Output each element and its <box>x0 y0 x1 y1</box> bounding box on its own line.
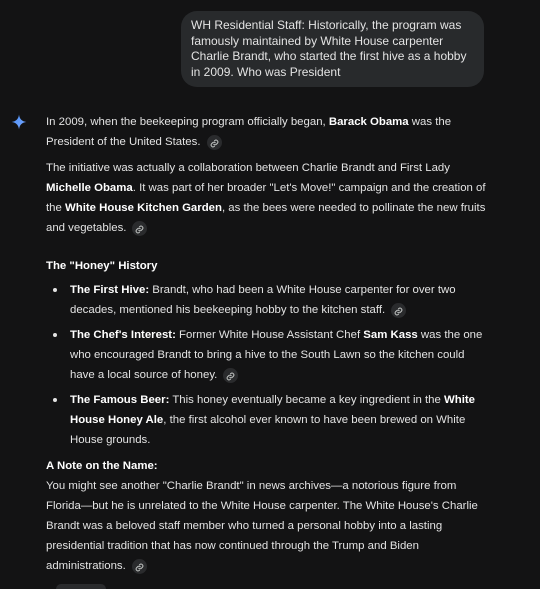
note-paragraph <box>46 476 486 576</box>
history-heading: The "Honey" History <box>46 260 158 272</box>
bullet-text-b: was the one who encouraged Brandt to bring a hive to the South Lawn so the kitchen could have a local source of honey. <box>70 329 483 381</box>
p2-text-d: , as the bees were needed to pollinate the new fruits and vegetables. <box>46 202 486 234</box>
list-item <box>46 280 486 320</box>
p2-text-a: The initiative was actually a collaboration between Charlie Brandt and First Lady <box>46 162 450 174</box>
citation-link-button[interactable] <box>223 368 238 383</box>
p2-bold-michelle: Michelle Obama <box>46 182 133 194</box>
bullet-title: The Famous Beer: <box>70 394 170 406</box>
bullet-title: The Chef's Interest: <box>70 329 176 341</box>
citation-link-button[interactable] <box>207 135 222 150</box>
citation-link-button[interactable] <box>132 559 147 574</box>
partial-action-chip[interactable] <box>56 584 106 589</box>
bullet-text-b: , the first alcohol ever known to have been brewed on White House grounds. <box>70 414 466 446</box>
bullet-text-a: This honey eventually became a key ingredient in the <box>169 394 444 406</box>
bullet-text: Brandt, who had been a White House carpenter for over two decades, mentioned his beekeeping hobby to the kitchen staff. <box>70 284 456 316</box>
note-text: You might see another "Charlie Brandt" in news archives—a notorious figure from Florida—but he is unrelated to the White House carpenter. The White House's Charlie Brandt was a beloved staff member who turned a personal hobby into a lasting presidential tradition that has now continued through the Trump and Biden administrations. <box>46 480 478 572</box>
p2-text-c: . It was part of her broader "Let's Move!" campaign and the creation of the <box>46 182 486 214</box>
link-icon <box>210 139 219 148</box>
bullet-dot <box>53 333 57 337</box>
link-icon <box>226 372 235 381</box>
user-message-text: WH Residential Staff: Historically, the program was famously maintained by White House carpenter Charlie Brandt, who started the first hive as a hobby in 2009. Who was President <box>191 18 470 79</box>
bullet-dot <box>53 288 57 292</box>
p1-text-c: was the President of the United States. <box>46 116 452 148</box>
response-paragraph-1 <box>46 112 486 152</box>
p1-bold-obama: Barack Obama <box>328 116 409 128</box>
assistant-response <box>46 112 486 576</box>
p1-text-a: In 2009, when the beekeeping program officially began, <box>46 116 329 128</box>
user-message-bubble <box>181 11 484 87</box>
response-paragraph-2 <box>46 158 486 238</box>
bullet-dot <box>53 398 57 402</box>
bullet-text-a: Former White House Assistant Chef <box>175 329 364 341</box>
link-icon <box>135 563 144 572</box>
bullet-bold-sam-kass: Sam Kass <box>363 329 418 341</box>
citation-link-button[interactable] <box>132 221 147 236</box>
bullet-title: The First Hive: <box>70 284 150 296</box>
link-icon <box>394 307 403 316</box>
citation-link-button[interactable] <box>391 303 406 318</box>
bullet-bold-honey-ale: White House Honey Ale <box>70 394 475 426</box>
sparkle-icon <box>11 114 27 130</box>
note-heading: A Note on the Name: <box>46 460 158 472</box>
p2-bold-garden: White House Kitchen Garden <box>65 202 222 214</box>
link-icon <box>135 225 144 234</box>
list-item <box>46 325 486 385</box>
list-item <box>46 390 486 450</box>
history-list <box>46 280 486 450</box>
